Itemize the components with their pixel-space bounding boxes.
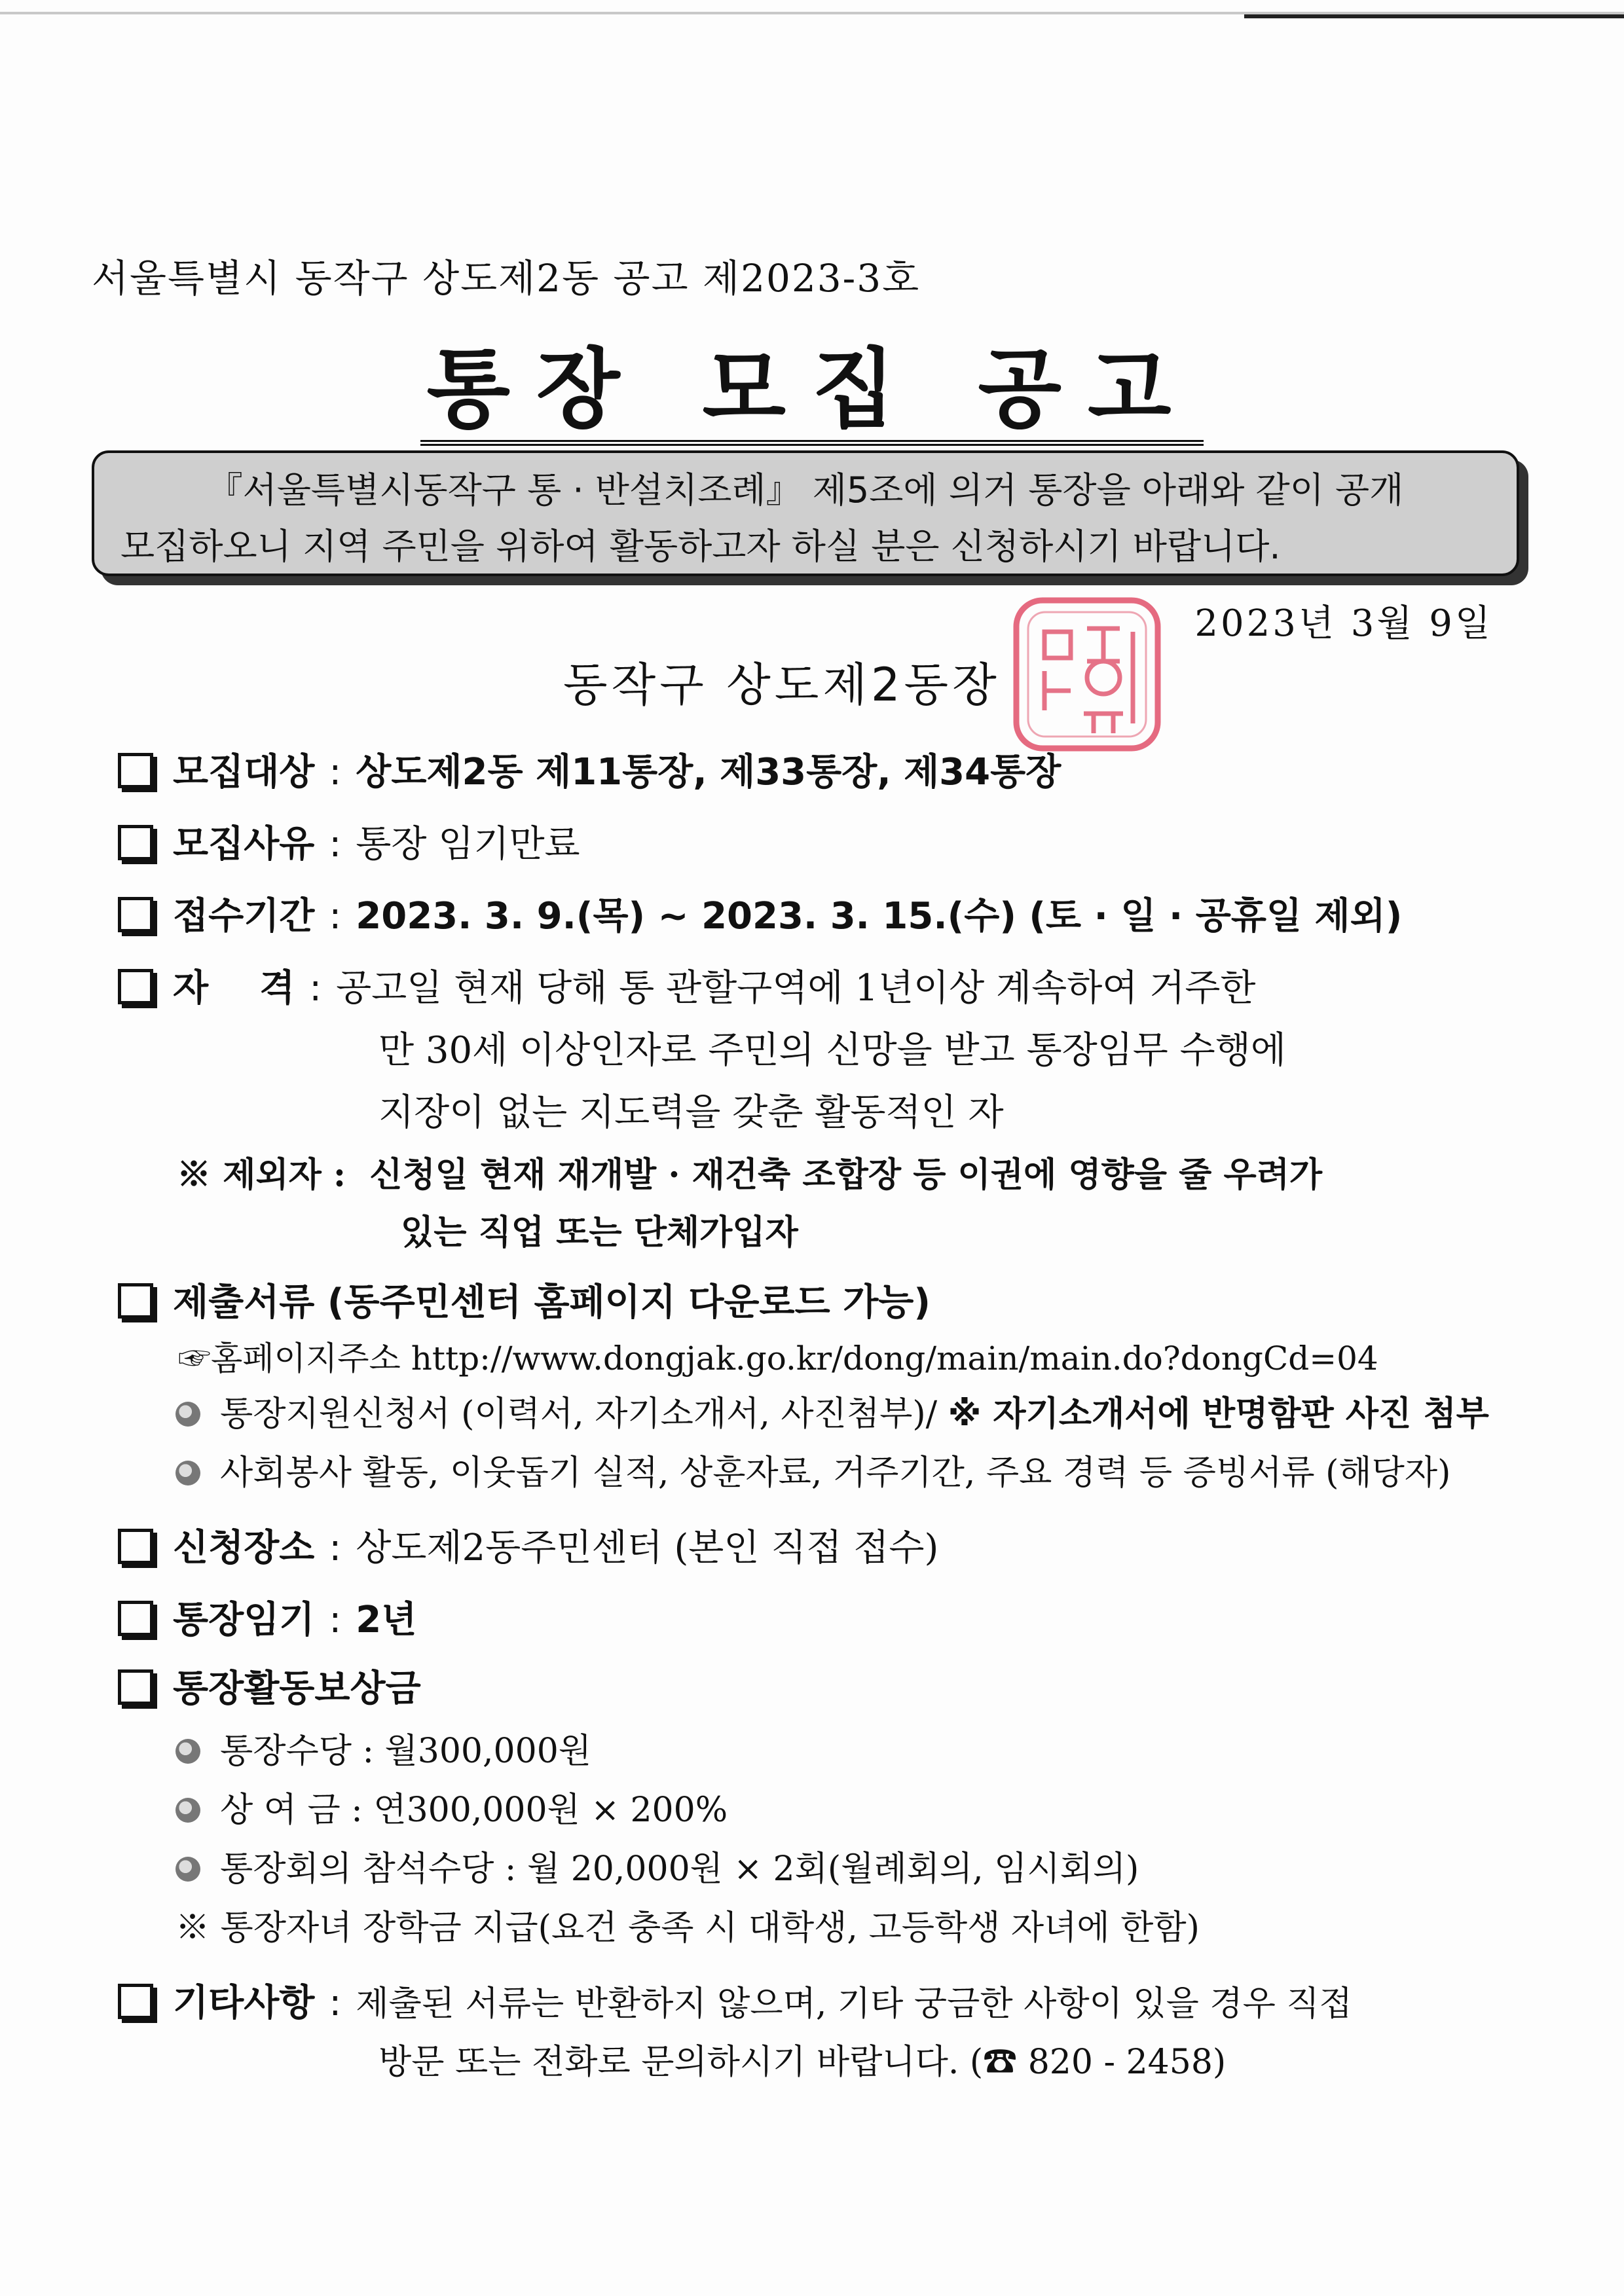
section-label: 기타사항 (173, 1982, 315, 2024)
checkbox-square-icon (118, 825, 153, 860)
bullet-circle-icon (175, 1857, 200, 1882)
section-label: 제출서류 (동주민센터 홈페이지 다운로드 가능) (173, 1281, 931, 1324)
section-value: 통장 임기만료 (356, 823, 580, 866)
exclusion-note (177, 1152, 1322, 1198)
checkbox-square-icon (118, 1283, 153, 1319)
bullet-circle-icon (175, 1402, 200, 1427)
qualification-line-3: 지장이 없는 지도력을 갖춘 활동적인 자 (378, 1091, 1004, 1134)
checkbox-square-icon (118, 1601, 153, 1636)
checkbox-square-icon (118, 1669, 153, 1705)
page-title: 통장 모집 공고 (0, 319, 1624, 444)
bullet-circle-icon (175, 1798, 200, 1823)
exclusion-line-1: 신청일 현재 재개발 · 재건축 조합장 등 이권에 영향을 줄 우려가 (369, 1155, 1323, 1195)
section-value: 상도제2동주민센터 (본인 직접 접수) (356, 1527, 939, 1569)
checkbox-square-icon (118, 969, 153, 1004)
intro-box (92, 450, 1519, 576)
section-label: 자 격 (173, 967, 295, 1010)
section-label: 통장임기 (173, 1599, 315, 1641)
section-place: 신청장소 : 상도제2동주민센터 (본인 직접 접수) (118, 1525, 938, 1571)
bullet-circle-icon (175, 1461, 200, 1485)
section-label: 모집사유 (173, 823, 315, 866)
section-qualification: 자 격 : 공고일 현재 당해 통 관할구역에 1년이상 계속하여 거주한 (118, 966, 1256, 1011)
section-label: 모집대상 (173, 751, 315, 793)
exclusion-line-2: 있는 직업 또는 단체가입자 (401, 1212, 798, 1252)
compensation-item-1: 통장수당 : 월300,000원 (175, 1728, 591, 1774)
document-item-1: 통장지원신청서 (이력서, 자기소개서, 사진첨부)/ ※ 자기소개서에 반명함판 사진 첨부 (175, 1391, 1489, 1437)
section-value: 2023. 3. 9.(목) ~ 2023. 3. 15.(수) (토 · 일 · 공휴일 제외) (356, 895, 1403, 938)
section-compensation (118, 1666, 421, 1712)
notice-reference: 서울특별시 동작구 상도제2동 공고 제2023-3호 (92, 256, 921, 301)
photo-note: ※ 자기소개서에 반명함판 사진 첨부 (948, 1394, 1489, 1434)
checkbox-square-icon (118, 897, 153, 932)
bullet-circle-icon (175, 1739, 200, 1764)
section-term: 통장임기 : 2년 (118, 1597, 416, 1643)
section-period: 접수기간 : 2023. 3. 9.(목) ~ 2023. 3. 15.(수) (토 · 일 · 공휴일 제외) (118, 894, 1402, 939)
checkbox-square-icon (118, 1529, 153, 1564)
compensation-item-3: 통장회의 참석수당 : 월 20,000원 × 2회(월례회의, 임시회의) (175, 1846, 1139, 1892)
intro-line-1: 『서울특별시동작구 통 · 반설치조례』 제5조에 의거 통장을 아래와 같이 공개 (207, 469, 1404, 511)
checkbox-square-icon (118, 753, 153, 788)
section-target: 모집대상 : 상도제2동 제11통장, 제33통장, 제34통장 (118, 750, 1061, 795)
section-label: 신청장소 (173, 1527, 315, 1569)
other-line-1: 제출된 서류는 반환하지 않으며, 기타 궁금한 사항이 있을 경우 직접 (356, 1984, 1352, 2024)
scholarship-note: ※ 통장자녀 장학금 지급(요건 충족 시 대학생, 고등학생 자녀에 한함) (175, 1908, 1200, 1948)
issuer: 동작구 상도제2동장 (563, 658, 1001, 712)
section-reason: 모집사유 : 통장 임기만료 (118, 822, 580, 867)
qualification-line-1: 공고일 현재 당해 통 관할구역에 1년이상 계속하여 거주한 (336, 967, 1256, 1010)
qualification-line-2: 만 30세 이상인자로 주민의 신망을 받고 통장임무 수행에 (378, 1029, 1286, 1072)
document-item-2: 사회봉사 활동, 이웃돕기 실적, 상훈자료, 거주기간, 주요 경력 등 증빙서류 (해당자) (175, 1450, 1450, 1496)
checkbox-square-icon (118, 1984, 153, 2019)
section-label: 접수기간 (173, 895, 315, 938)
section-value: 상도제2동 제11통장, 제33통장, 제34통장 (356, 751, 1061, 793)
intro-line-2: 모집하오니 지역 주민을 위하여 활동하고자 하실 분은 신청하시기 바랍니다. (120, 526, 1281, 567)
section-other: 기타사항 : 제출된 서류는 반환하지 않으며, 기타 궁금한 사항이 있을 경우 직접 (118, 1980, 1352, 2027)
exclusion-label: ※ 제외자 : (177, 1155, 346, 1195)
scan-top-edge-dark (1244, 14, 1624, 18)
other-line-2: 방문 또는 전화로 문의하시기 바랍니다. (☎ 820 - 2458) (378, 2043, 1227, 2082)
homepage-address: ☞홈페이지주소 http://www.dongjak.go.kr/dong/main/main.do?dongCd=04 (178, 1339, 1378, 1377)
section-label: 통장활동보상금 (173, 1667, 421, 1710)
official-seal-stamp (1008, 592, 1166, 756)
compensation-item-2: 상 여 금 : 연300,000원 × 200% (175, 1787, 728, 1833)
notice-date: 2023년 3월 9일 (1194, 602, 1493, 645)
section-value: 2년 (356, 1599, 417, 1641)
section-documents (118, 1280, 931, 1326)
